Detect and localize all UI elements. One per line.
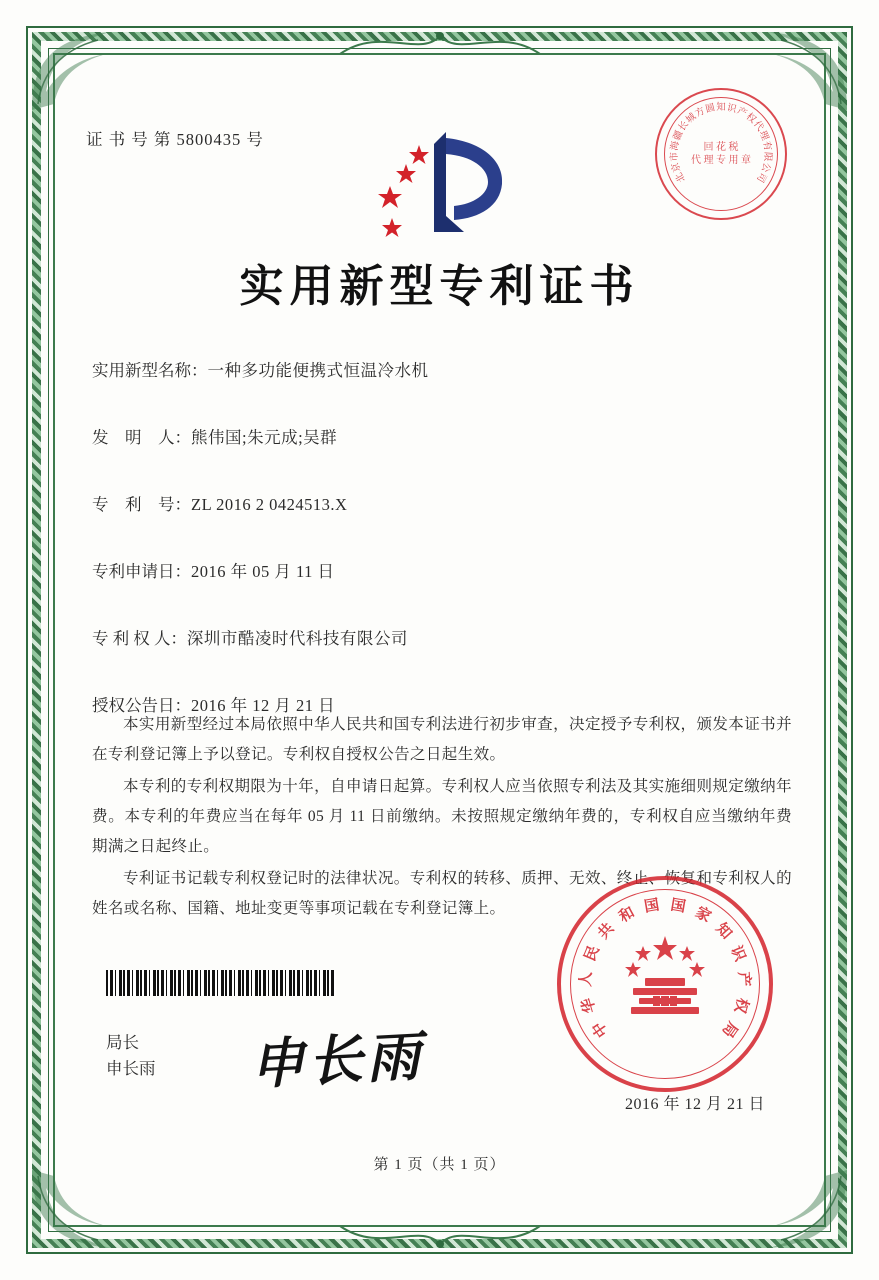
field-label: 授权公告日： bbox=[92, 696, 191, 715]
legal-paragraph: 专利证书记载专利权登记时的法律状况。专利权的转移、质押、无效、终止、恢复和专利权人的姓名或名称、国籍、地址变更等事项记载在专利登记簿上。 bbox=[92, 870, 792, 917]
handwritten-signature: 申长雨 bbox=[248, 1023, 426, 1097]
field-value: 深圳市酷凌时代科技有限公司 bbox=[186, 629, 408, 648]
seal-ring-char: 京 bbox=[670, 161, 684, 174]
field-value: 一种多功能便携式恒温冷水机 bbox=[207, 361, 429, 380]
field-label: 发 明 人： bbox=[92, 428, 191, 447]
seal-ring-char: 代 bbox=[751, 119, 765, 134]
seal-ring-char: 和 bbox=[616, 904, 638, 926]
page-footer: 第 1 页（共 1 页） bbox=[373, 1157, 506, 1173]
seal-ring-char: 方 bbox=[693, 106, 707, 120]
seal-ring-char: 限 bbox=[761, 151, 773, 162]
field-label: 专 利 权 人： bbox=[92, 629, 187, 648]
seal-ring-char: 公 bbox=[758, 161, 772, 174]
field-row bbox=[92, 628, 792, 650]
certificate-content bbox=[70, 70, 809, 1210]
seal-ring-char: 局 bbox=[718, 1018, 741, 1040]
seal-ring-char: 疆 bbox=[672, 129, 686, 143]
seal-ring-char: 知 bbox=[712, 920, 735, 943]
cnipa-logo-icon bbox=[376, 128, 516, 243]
agency-seal-line1: 回 花 税 bbox=[703, 142, 739, 153]
seal-ring-char: 长 bbox=[677, 119, 691, 134]
legal-paragraph: 本实用新型经过本局依照中华人民共和国专利法进行初步审查，决定授予专利权，颁发本证书并在专利登记簿上予以登记。专利权自授权公告之日起生效。 bbox=[92, 716, 792, 763]
seal-ring-char: 中 bbox=[589, 1018, 612, 1040]
field-label: 专利申请日： bbox=[92, 562, 191, 581]
field-value: 熊伟国;朱元成;吴群 bbox=[191, 428, 338, 447]
director-name-label: 申长雨 bbox=[106, 1059, 156, 1078]
field-row bbox=[92, 561, 792, 583]
seal-ring-char: 权 bbox=[743, 111, 758, 126]
seal-ring-char: 理 bbox=[756, 129, 770, 143]
seal-ring-char: 市 bbox=[669, 151, 681, 162]
national-emblem-icon bbox=[611, 930, 719, 1038]
seal-ring-char: 产 bbox=[734, 971, 752, 988]
seal-ring-char: 人 bbox=[578, 971, 596, 988]
seal-ring-char: 城 bbox=[684, 111, 699, 126]
seal-ring-char: 有 bbox=[760, 140, 773, 152]
seal-ring-char: 共 bbox=[595, 920, 618, 943]
field-label: 专 利 号： bbox=[92, 495, 191, 514]
agency-seal-line2: 代 理 专 用 章 bbox=[691, 155, 751, 166]
seal-ring-char: 产 bbox=[735, 106, 749, 120]
seal-ring-char: 权 bbox=[730, 995, 751, 1015]
bottom-flourish-icon bbox=[320, 1218, 560, 1258]
seal-ring-char: 海 bbox=[669, 140, 682, 152]
seal-ring-char: 北 bbox=[674, 170, 688, 184]
field-label: 实用新型名称： bbox=[92, 361, 208, 380]
seal-ring-char: 圆 bbox=[704, 103, 717, 116]
seal-ring-char: 识 bbox=[727, 943, 748, 964]
seal-ring-char: 家 bbox=[692, 904, 714, 926]
issue-date: 2016 年 12 月 21 日 bbox=[624, 1096, 765, 1113]
field-list bbox=[92, 360, 792, 762]
seal-ring-char: 知 bbox=[716, 103, 726, 113]
field-row bbox=[92, 494, 792, 516]
seal-ring-char: 民 bbox=[582, 943, 603, 964]
agency-seal bbox=[655, 88, 787, 220]
page-title: 实用新型专利证书 bbox=[239, 261, 640, 312]
signature-block bbox=[106, 1030, 156, 1082]
barcode bbox=[106, 970, 336, 996]
field-value: ZL 2016 2 0424513.X bbox=[191, 495, 348, 514]
field-row bbox=[92, 360, 792, 382]
top-flourish-icon bbox=[320, 22, 560, 62]
seal-ring-char: 国 bbox=[669, 897, 687, 916]
legal-paragraph: 本专利的专利权期限为十年，自申请日起算。专利权人应当依照专利法及其实施细则规定缴纳年费。本专利的年费应当在每年 05 月 11 日前缴纳。未按照规定缴纳年费的，专利权自应当缴纳年费期满之日起终止。 bbox=[92, 778, 792, 855]
field-row bbox=[92, 427, 792, 449]
national-seal bbox=[557, 876, 773, 1092]
certificate-number: 证 书 号 第 5800435 号 bbox=[86, 130, 264, 149]
field-value: 2016 年 12 月 21 日 bbox=[191, 696, 336, 715]
seal-ring-char: 华 bbox=[579, 995, 600, 1015]
seal-ring-char: 国 bbox=[643, 897, 661, 916]
seal-ring-char: 识 bbox=[725, 103, 738, 116]
seal-ring-char: 司 bbox=[754, 170, 768, 184]
director-title-label: 局长 bbox=[106, 1033, 139, 1052]
field-value: 2016 年 05 月 11 日 bbox=[191, 562, 335, 581]
agency-seal-center-text bbox=[678, 141, 764, 167]
